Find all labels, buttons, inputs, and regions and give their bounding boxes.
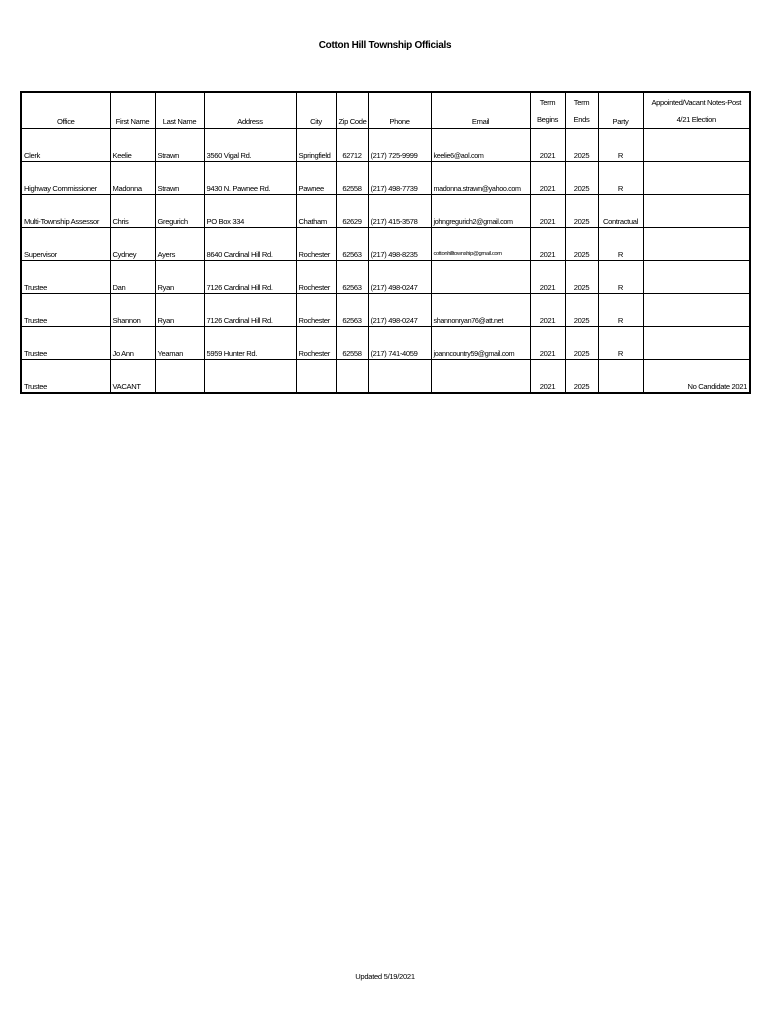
cell-party: R — [598, 228, 643, 261]
cell-office: Clerk — [21, 129, 110, 162]
cell-notes — [643, 162, 750, 195]
cell-zip-code: 62558 — [336, 162, 368, 195]
table-row — [21, 327, 750, 360]
cell-address: PO Box 334 — [204, 195, 296, 228]
table-row — [21, 129, 750, 162]
cell-party: R — [598, 327, 643, 360]
column-header-email: Email — [431, 92, 530, 129]
cell-last-name: Ryan — [155, 294, 204, 327]
cell-city — [296, 360, 336, 394]
table-row — [21, 294, 750, 327]
cell-email — [431, 360, 530, 394]
cell-address — [204, 360, 296, 394]
cell-office: Highway Commissioner — [21, 162, 110, 195]
cell-phone: (217) 741-4059 — [368, 327, 431, 360]
cell-term-begins: 2021 — [530, 228, 565, 261]
cell-zip-code: 62563 — [336, 261, 368, 294]
column-header-term-ends: Term Ends — [565, 92, 598, 129]
column-header-notes: Appointed/Vacant Notes-Post 4/21 Election — [643, 92, 750, 129]
cell-term-ends: 2025 — [565, 195, 598, 228]
cell-first-name: Chris — [110, 195, 155, 228]
cell-city: Pawnee — [296, 162, 336, 195]
cell-notes — [643, 327, 750, 360]
cell-term-begins: 2021 — [530, 162, 565, 195]
cell-office: Supervisor — [21, 228, 110, 261]
cell-phone: (217) 498-0247 — [368, 261, 431, 294]
cell-party — [598, 360, 643, 394]
cell-phone: (217) 498-0247 — [368, 294, 431, 327]
cell-party: R — [598, 294, 643, 327]
cell-first-name: Madonna — [110, 162, 155, 195]
cell-term-ends: 2025 — [565, 327, 598, 360]
cell-phone: (217) 498-8235 — [368, 228, 431, 261]
column-header-first-name: First Name — [110, 92, 155, 129]
cell-zip-code: 62712 — [336, 129, 368, 162]
cell-notes — [643, 261, 750, 294]
cell-email: madonna.strawn@yahoo.com — [431, 162, 530, 195]
cell-first-name: Jo Ann — [110, 327, 155, 360]
cell-phone: (217) 498-7739 — [368, 162, 431, 195]
cell-last-name: Ryan — [155, 261, 204, 294]
cell-phone — [368, 360, 431, 394]
cell-office: Trustee — [21, 360, 110, 394]
cell-city: Rochester — [296, 327, 336, 360]
cell-address: 5959 Hunter Rd. — [204, 327, 296, 360]
cell-email: cottonhilltownship@gmail.com — [431, 228, 530, 261]
cell-last-name — [155, 360, 204, 394]
cell-last-name: Strawn — [155, 129, 204, 162]
officials-table — [20, 91, 751, 394]
cell-zip-code — [336, 360, 368, 394]
table-row — [21, 360, 750, 394]
cell-party: R — [598, 129, 643, 162]
cell-city: Springfield — [296, 129, 336, 162]
cell-last-name: Ayers — [155, 228, 204, 261]
table-row — [21, 261, 750, 294]
cell-zip-code: 62563 — [336, 228, 368, 261]
cell-phone: (217) 725-9999 — [368, 129, 431, 162]
cell-notes — [643, 294, 750, 327]
column-header-office: Office — [21, 92, 110, 129]
cell-term-begins: 2021 — [530, 129, 565, 162]
column-header-party: Party — [598, 92, 643, 129]
column-header-term-begins: Term Begins — [530, 92, 565, 129]
cell-first-name: VACANT — [110, 360, 155, 394]
column-header-address: Address — [204, 92, 296, 129]
cell-address: 8640 Cardinal Hill Rd. — [204, 228, 296, 261]
cell-party: R — [598, 261, 643, 294]
cell-last-name: Gregurich — [155, 195, 204, 228]
page-title: Cotton Hill Township Officials — [318, 40, 452, 51]
cell-office: Trustee — [21, 261, 110, 294]
table-header-row — [21, 92, 750, 129]
column-header-last-name: Last Name — [155, 92, 204, 129]
cell-office: Multi-Township Assessor — [21, 195, 110, 228]
table-row — [21, 195, 750, 228]
cell-zip-code: 62558 — [336, 327, 368, 360]
cell-city: Rochester — [296, 228, 336, 261]
cell-term-ends: 2025 — [565, 162, 598, 195]
cell-address: 3560 Vigal Rd. — [204, 129, 296, 162]
cell-email — [431, 261, 530, 294]
cell-first-name: Cydney — [110, 228, 155, 261]
table-row — [21, 228, 750, 261]
cell-email: keelie6@aol.com — [431, 129, 530, 162]
cell-zip-code: 62563 — [336, 294, 368, 327]
column-header-zip-code: Zip Code — [336, 92, 368, 129]
cell-address: 7126 Cardinal Hill Rd. — [204, 294, 296, 327]
cell-city: Rochester — [296, 294, 336, 327]
column-header-phone: Phone — [368, 92, 431, 129]
table-body — [21, 129, 750, 394]
cell-address: 9430 N. Pawnee Rd. — [204, 162, 296, 195]
cell-email: johngregurich2@gmail.com — [431, 195, 530, 228]
cell-notes: No Candidate 2021 — [643, 360, 750, 394]
cell-term-begins: 2021 — [530, 327, 565, 360]
cell-term-ends: 2025 — [565, 261, 598, 294]
cell-last-name: Yeaman — [155, 327, 204, 360]
cell-office: Trustee — [21, 327, 110, 360]
cell-zip-code: 62629 — [336, 195, 368, 228]
cell-last-name: Strawn — [155, 162, 204, 195]
cell-notes — [643, 195, 750, 228]
cell-first-name: Keelie — [110, 129, 155, 162]
cell-email: joanncountry59@gmail.com — [431, 327, 530, 360]
cell-phone: (217) 415-3578 — [368, 195, 431, 228]
cell-term-ends: 2025 — [565, 129, 598, 162]
cell-first-name: Shannon — [110, 294, 155, 327]
cell-term-begins: 2021 — [530, 195, 565, 228]
cell-address: 7126 Cardinal Hill Rd. — [204, 261, 296, 294]
cell-first-name: Dan — [110, 261, 155, 294]
cell-term-begins: 2021 — [530, 294, 565, 327]
cell-term-begins: 2021 — [530, 360, 565, 394]
cell-office: Trustee — [21, 294, 110, 327]
cell-term-ends: 2025 — [565, 360, 598, 394]
table-row — [21, 162, 750, 195]
updated-date: Updated 5/19/2021 — [355, 972, 415, 981]
cell-notes — [643, 129, 750, 162]
cell-city: Rochester — [296, 261, 336, 294]
cell-party: R — [598, 162, 643, 195]
column-header-city: City — [296, 92, 336, 129]
cell-term-ends: 2025 — [565, 294, 598, 327]
cell-email: shannonryan76@att.net — [431, 294, 530, 327]
cell-term-begins: 2021 — [530, 261, 565, 294]
cell-party: Contractual — [598, 195, 643, 228]
cell-notes — [643, 228, 750, 261]
cell-term-ends: 2025 — [565, 228, 598, 261]
cell-city: Chatham — [296, 195, 336, 228]
